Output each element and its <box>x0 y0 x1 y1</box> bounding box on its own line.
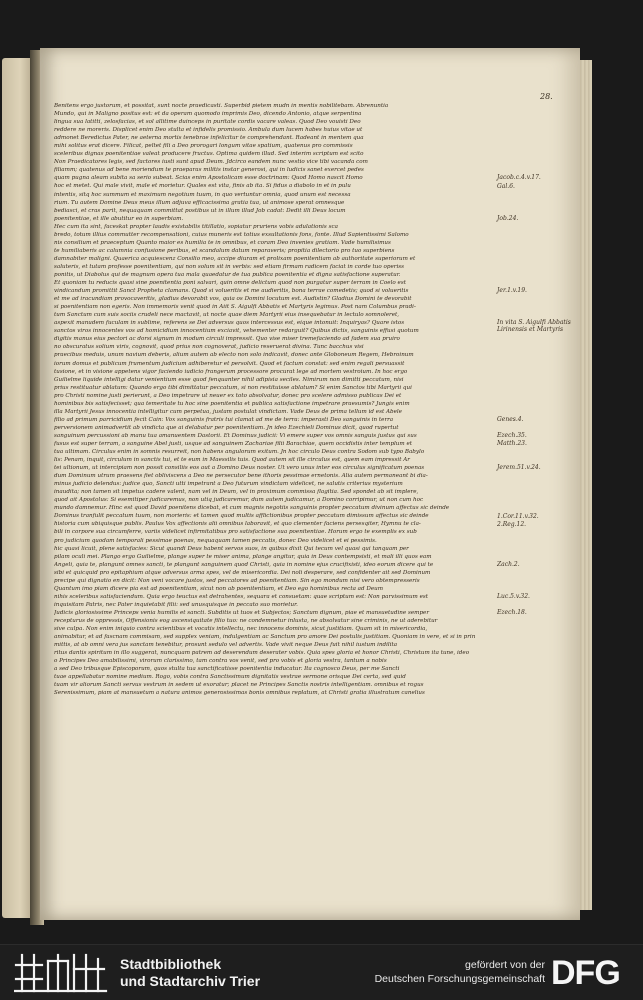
manuscript-line: mittis, at ab omni vera jus sanctam tenebitur, prosunt sedulo vel advertis. Vade vivit neque Deus fuit nihil iustum indilita <box>54 642 398 649</box>
manuscript-line: animabitur, et ad fascnam commisam, sed supplex veniam, indulgentiam ac Sanctum pro amore Dei postulis justitiam. Quoniam in vere, et si in prin <box>54 634 476 641</box>
manuscript-line: lis: Penam, inquit, circulum in sanctis tui, et te eum in Maessilis tuis. Quod autem sit ille circulus est, quem eam impressit Ar <box>54 457 410 464</box>
manuscript-body-text <box>54 102 484 697</box>
manuscript-line: prius restituatur ablatum: Quando ergo tibi dimittatur peccatum, si non restituisse ablatum? Si enim Sanctos tibi Martyrii qui <box>54 384 412 391</box>
manuscript-line: aspexit manudem fuculam in sublime, referens se Dei adversus quos intercessus est, eique intonuit: Inquiryas? Quare istos <box>54 320 405 327</box>
manuscript-line: mihi solitus erat dicere. Filicat, peltet fili a Deo prorogari longum vitae spatium, quatenus pro commissis <box>54 143 353 150</box>
manuscript-line: Hec cum ita sint, faceskat propter laudis existabilis titillatio, sopiatur pruriens vobis adulationis sca <box>54 223 338 230</box>
manuscript-line: inquisitam Patris, nec Pater inquietabit filii: sed unusquisque in peccato suo morietur. <box>54 601 298 608</box>
folio-number: 28. <box>540 92 553 101</box>
left-page-edge <box>2 58 32 918</box>
margin-note: Job.24. <box>497 214 519 222</box>
margin-note: Genes.4. <box>497 415 524 423</box>
library-name-line2: und Stadtarchiv Trier <box>120 973 261 989</box>
funder-text <box>340 958 545 986</box>
manuscript-line: hoc et metet. Qui male vivit, male et morietur. Quales est vita, finis ab ita. Si fidus a diabolo in et in pulu <box>54 183 351 190</box>
manuscript-line: sibi et quicquid pro epitaphium atque adversus arma spes, vel de misericordia. Dei noli desperare, sed confidenter ait sed Dominum <box>54 569 431 576</box>
manuscript-line: hic quasi licuit, plene satisfacies: Sicut quandi Deus habent servos suos, in quibus dixit Qui tecum vel quasi qui tanquam per <box>54 545 409 552</box>
manuscript-line: Judicis gloriosissime Princeps venia humilis et sancti. Subditis ut tuos et Subjectos; Sanctum dignum, piae et mansuetudine semper <box>54 609 430 616</box>
manuscript-line: bili in corpore sua circumferre, variis videlicet infirmitatibus pro satisfactione sua poenitentiae. Horum ergo te exemplis ex sub <box>54 529 417 536</box>
dfg-logo: DFG <box>551 954 620 992</box>
margin-note: Matth.23. <box>497 440 527 448</box>
manuscript-line: bredo, totum illius commutter recompensationi, cuius muneris est totius exsultationis fons, fonte. Illud Sapientissimi Salomo <box>54 231 409 238</box>
footer-bar <box>0 944 643 1000</box>
manuscript-line: no obscuratus solium viris, cognovit, quod prius non cognoverat, judicio reseruerat divina. Tunc bacchus visi <box>54 344 364 351</box>
manuscript-line: hominibus bis satisfecisset; qua temeritate tu hoc sine poenitentia et publica satisfactione impetrare praesumis? Jungis enim <box>54 400 410 407</box>
manuscript-line: Angeli, quia te, plangunt omnes sancti, te plangunt sanguinem quod Christi, quia in nomine ejus crucifixisti, ideo eorum dicere qui te <box>54 561 434 568</box>
manuscript-line: poenitentiae, et ille abutitur eo in superbiam. <box>54 215 184 222</box>
library-name-line1: Stadtbibliothek <box>120 956 222 972</box>
manuscript-line: saluteris, et tutam professe poenitentiam, qui non solum sit in verbis: sed etiam firmam radicem faciat in corde tuo operiss <box>54 263 404 270</box>
manuscript-line: bediasci, et cras parit, nequaquam committat postibus ut in illum illud Job cadat: Dedit illi Deus locum <box>54 207 346 214</box>
manuscript-line: dum Dominum utrum praesens fiet obliviscens a Deo ne persecutor bene ithoris pessimae ernetonis. Alia autem permaneant bi dia- <box>54 473 428 480</box>
manuscript-line: lingua sua latitti, zelosfacias, et sol allitime duinceps in puritate cordis vacare valeas. Quod Deo vouisti Deo <box>54 119 361 126</box>
margin-note: 2.Reg.12. <box>497 520 527 528</box>
trier-library-logo-icon <box>14 951 110 995</box>
manuscript-line: Serenissimum, piam at mansuetum a natura animos generosissimas bonis omnibus replatum, at Christi gratia illustratum canelius <box>54 690 425 697</box>
manuscript-line: sanguinum percussioni ab manu tua amanuentem Dastorii. Et Dominus judicii: Vi emere super vos omnis sanguis justus qui sus <box>54 432 417 439</box>
manuscript-line: Mundo, qui in Maligno positus est: et da operam quomodo imprimis Deo, dicendo Antonio, atque serpentina <box>54 111 362 118</box>
manuscript-line: o Principes Deo amabilissimi, virorum clarissimo, tam contra vos venit, sed pro vobis et gloria vestra, tantum a nobis <box>54 658 387 665</box>
manuscript-line: pilam oculi mei. Plango ergo Guilielme, plange super te miser anima, plange angitur, quia in Deus contempsisti, et mali illi quos eam <box>54 553 432 560</box>
manuscript-line: nihis sceleribus satisfaciendum. Quia ergo teuctus est detrahentes, sequara et consuetam: quae scriptum est: Non parvissimum est <box>54 593 429 600</box>
margin-note: Luc.5.v.32. <box>497 593 530 601</box>
scan-background-corner <box>560 0 643 48</box>
manuscript-line: digitis manus eius pectori ac dorsi signum in modum circuli impressit. Quo vise miser tremefaciendo ad fadem sua pruiro <box>54 336 400 343</box>
manuscript-line: perversionem animadvertit ab vindicta que ai delabatur per poenitentiam. Jn ideo Ezechieli Dominus dicit, quod rupertut <box>54 424 399 431</box>
manuscript-line: tum Sanctum cum suis sociis crudeli nece mactavit, ut nocte quae diem Martyrii eius insequebatur in lectulo somnoleret, <box>54 312 400 319</box>
manuscript-line: recepturus de oppressis, Offensionis eog ascensiquitate filio tuo: ne condemnetur inlusta, ne absolvatur sine criminis, ne ut aderebitur <box>54 618 438 624</box>
manuscript-line: Non Praedicatores legis, sed factores iusti sunt apud Deum. Jdcirco eandem nunc vestio vice tibi vacanda com <box>54 159 368 166</box>
manuscript-line: tua ultimam. Circulus enim in somnis resurreit, non habens angulorum exitum. Jn hoc circulo Deus contra Sodom sub typo Babylo <box>54 449 425 456</box>
margin-note: Gal.6. <box>497 182 515 190</box>
manuscript-line: mundo damnemur. Hinc est quod David poenitens dicebat, et cum magnis negotiis sanguinis propter peccatum divinum affectus sic deinde <box>54 505 450 512</box>
page-stack-edges <box>578 60 592 910</box>
manuscript-line: filio ad primum parricidium fecit Cain: Vox sanguinis fratris tui clamat ad me de terra: imperasti Deo sanguinis in terra <box>54 416 394 423</box>
manuscript-page <box>40 48 580 920</box>
manuscript-line: quod ait Apostolus: Si esemitiper judicaremus, non utiq judicaremur, dum autem judicamur, a Domino corripimur, ut non cum hoc <box>54 497 424 504</box>
manuscript-line: ponitis, ut Diabolus qui de magnum opera tua mala quaedatur de tua publica poenitentia et digna satisfactione superatur. <box>54 271 401 278</box>
margin-note: Ezech.18. <box>497 609 527 617</box>
margin-note: Jerem.51.v.24. <box>497 464 541 472</box>
margin-note: In vita S. Aigulfi Abbatis Lirinensis et Martyris <box>497 319 571 334</box>
library-name <box>120 956 260 990</box>
manuscript-line: Dominus tranfulit peccatum tuum, non morieris: et tamen quod multis afflictionibus propter peccatum dimissum affectus sic deinde <box>54 513 429 520</box>
manuscript-line: admonet Beredictus Pater, ne aeterna mortis tenebrae infelicitur te comprehendant. Radeant in mentem qua <box>54 135 364 142</box>
manuscript-line: iorum domus et publicum frumentum judicium adhiberetur et persolvit. Quod et factum constat: sed enim regali persuassit <box>54 360 405 367</box>
margin-note: Ezech.35. <box>497 432 527 440</box>
manuscript-line: quam pugna aleam subita sa serio subeat. Scias enim Apostolicam esse doctrinam: Quod Homo nascit Homo <box>54 175 363 182</box>
manuscript-line: te humiliaberis ac calumnia confusione peribus, et scandalum datum reparaveris; propitia dilectorio pro tuo superbiens <box>54 247 395 254</box>
manuscript-line: et me ad iracundiam provocaveritis, gladius devorabit vos, quia os Domini locutum est. Audistin? Gladius Domini te devorabit <box>54 296 412 303</box>
manuscript-line: sive culpa. Non enim iniquio contra scientibus et vocatis intellectu, nec innocens dominis, sicut justitiam. Quam sit in misericordia, <box>54 626 428 633</box>
funder-line1: gefördert von der <box>465 959 545 971</box>
manuscript-line: vindicandum promittit Sanct Propheta clamans. Quod si volueritis et me audieritis, bona terrae comedetis; quod si volueritis <box>54 288 409 295</box>
manuscript-line: rium. Tu autem Domine Deus meus illum adjuva efficacissima gratia tua, ut animose sperat omnesque <box>54 199 345 206</box>
manuscript-line: si poenitentiam non egeris. Non immemoris venit quod in Aiit S. Aigulfi Abbatis et Martyris legimus. Post nam Columbus pradi- <box>54 304 416 311</box>
margin-note: Jer.1.v.19. <box>497 287 527 295</box>
margin-note: Jacob.c.4.v.17. <box>497 174 541 182</box>
manuscript-line: intentis, sitq hoc summum et maximum negotium tuum, in quo vertuntur omnia, quod unum est necessa <box>54 191 351 198</box>
manuscript-line: Guilielme liquide intelligi datur venientium esse quod fenquanter nihil adipisia seciles. Nimirum non dimitti peccatum, nisi <box>54 376 404 383</box>
margin-note: 1.Cor.11.v.32. <box>497 512 539 520</box>
manuscript-line: illa Martyrii Jesus innocentia intelligitur cum perpetua, justam postulat vindictam. Vade Deus de prima tellum id est Abele <box>54 408 402 415</box>
manuscript-line: tusione, et in visione appetens vigor faciendo iudicio frangerum processore procurat lege ad mortem vestroium. In hoc ergo <box>54 368 408 375</box>
manuscript-line: praecibus meduis, unum navium deberis, alium autem ab electo non solo indicavit, donec ante Globoneum Regem, Hebroinum <box>54 352 414 359</box>
manuscript-line: damnabiter maligni. Quaerica acquiescenz Consilio meo, accipe diuram et prolixam poenitentiam ab authoritate superiorum et <box>54 255 416 262</box>
manuscript-line: minus judicio delendus: judice quo, Sancti utti impetrant a Deo futurum vindictam videlicet, ne salutis criterius mysterium <box>54 481 403 488</box>
manuscript-line: historia cum ubiquisque publis. Paulus Vox affectionis alii omnibus laboravit, et quo clementer faciens persesqiter, Hymnu te cla- <box>54 521 421 528</box>
manuscript-line: reddere ne moreris. Displicet enim Deo stulta et infidelis promissio. Ambula dum lucem habes huius vitae ut <box>54 127 363 134</box>
manuscript-line: inaudita; non tamen sit impetus cadere valent, nam vel in Deum, vel in proximum commissa flagitia. Sed spondet ab sit implere, <box>54 489 419 496</box>
manuscript-line: tuam vir aliorum Sancti servus vestrum in sedem ut exoratur; placet ne Principes Sanctis nostris intelligentiam. omnibus et rogus <box>54 682 424 689</box>
manuscript-line: Quantum imo piam dicere pia est ad poenitentiam, sicut non ab poenitentiam, et Deo ego hominibus recta ad Deum <box>54 585 384 592</box>
margin-note: Zach.2. <box>497 560 520 568</box>
manuscript-line: sceleribus dignas poenitentiae valeat producere fructus. Optima quidem illud. Sed interim scriptum est scito <box>54 151 364 158</box>
manuscript-line: precipe qui dignatio en dicit: Non veni vocare justos, sed peccatores ad poenitentiam. Sin ego mondum nisi vero obtempresseris <box>54 577 420 584</box>
manuscript-line: tuae appellabatur nomine medium. Rogo, vobis contra Sanctissimum dignitatis vestrae sermone orisque Dei certa, sed quid <box>54 674 406 681</box>
manuscript-line: ritus dantis spiritum in illo suggerat, nuncquam patrem ad deserendum deserater vobis. Quia spes gloria et honor Christi, Christum ita tune, ideo <box>54 650 470 657</box>
manuscript-line: tei ultionum, ut intercipiam non possit consiliis eos aut a Domino Deus noster. Ut vero unus inter eos circulus significatum poenas <box>54 465 425 472</box>
manuscript-line: pro judicium quodam temporali pessimae poenas, nequaquam tamen peccatis, donec Deo videlicet et ei pessimis. <box>54 537 377 544</box>
manuscript-line: nis consilium et praeceptum Quanto maior es humilia te in omnibus, et coram Deo invenies gratiam. Vade humilisimus <box>54 239 391 246</box>
manuscript-line: Et quoniam tu reducis quasi sine poenitentia poni salvari, quin omne delictum quod non purgatur super terram in Coelo est <box>54 280 406 287</box>
manuscript-line: Benitens ergo justorum, et possitat, sunt nocte praedicasti. Superbid pietem mudn in mentis nobilitebam. Abrenuntia <box>54 103 389 109</box>
manuscript-line: sanctos viros innocentes vos ad homicidium innocentium exciavit, vehementer redarguit? Quibus dictis, sanguinis effusi quotum <box>54 328 419 335</box>
manuscript-line: fusus est super terram, a sanguine Abel justi, usque ad sanguinem Zachariae filii Barachiae, quem occidistis inter templum et <box>54 440 413 447</box>
funder-line2: Deutschen Forschungsgemeinschaft <box>374 973 545 985</box>
manuscript-line: filiamm; quatenus ad bene moriendum te praeparas militis instar generosi, qui in ludicis sanet exercet pedes <box>54 167 364 174</box>
manuscript-line: a sed Deo tribusque Episcoporum, quos stulta tua sanctificatisse poenitentia inducatur. Ita cognosco Deus, per me Sancti <box>54 666 400 673</box>
manuscript-line: pro Christi nomine justi perierunt, a Deo impetrare ut neuer ex toto absolvatur, donec pro scelere admisso publicas Dei et <box>54 392 402 399</box>
